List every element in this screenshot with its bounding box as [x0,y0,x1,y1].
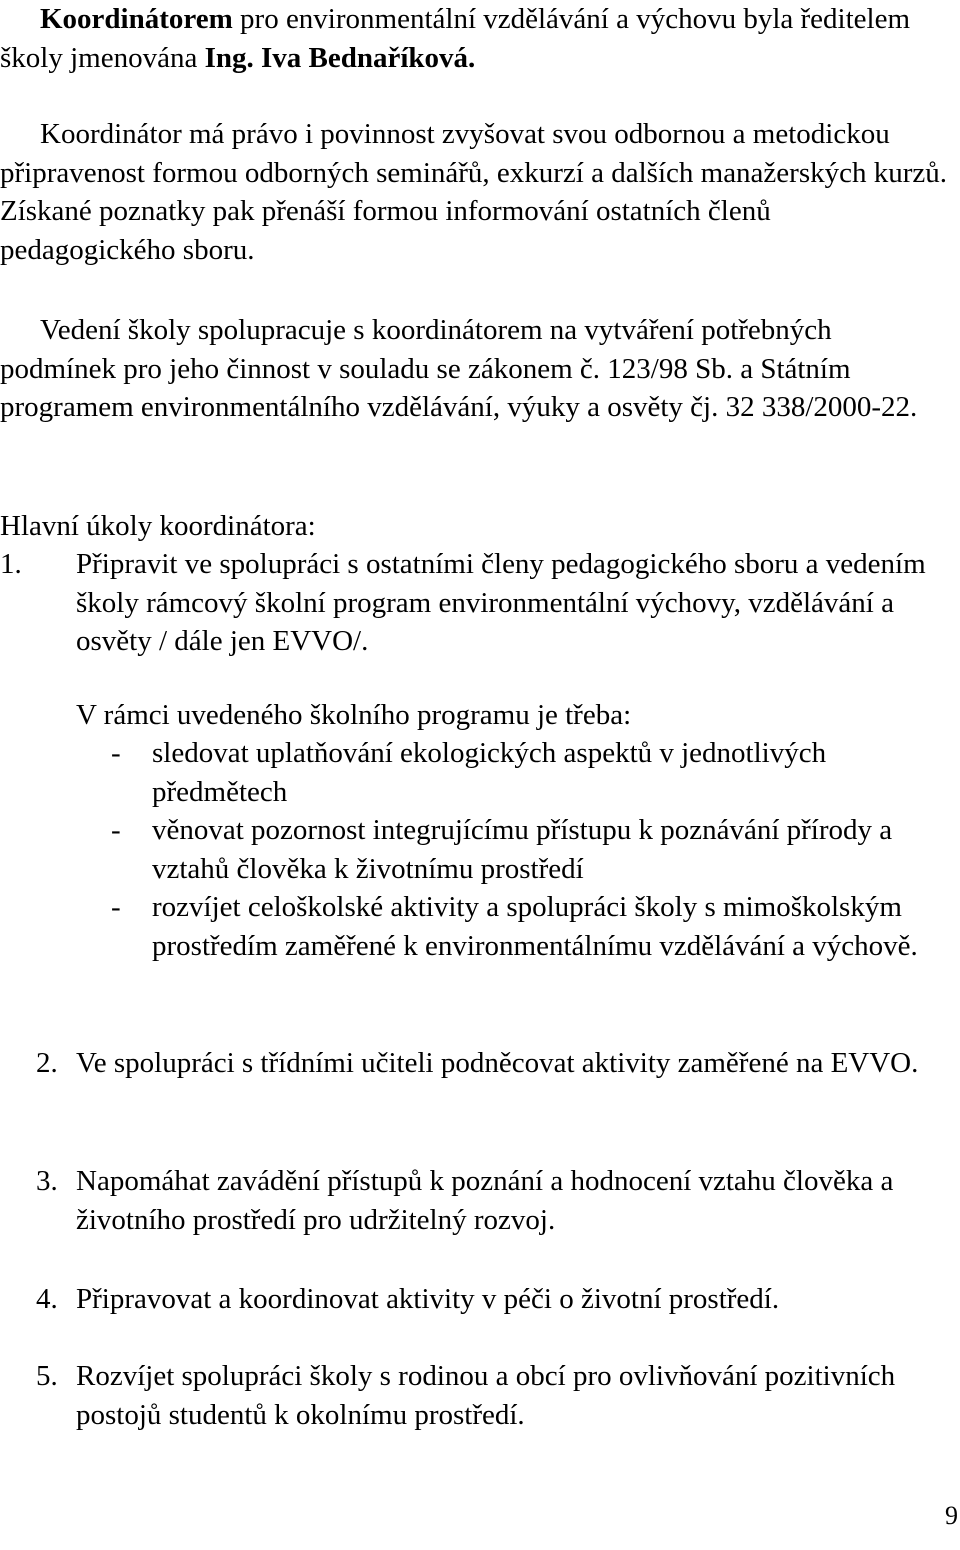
task-text: Připravit ve spolupráci s ostatními členy pedagogického sboru a vedením školy rámcový školní program environmentální výchovy, vzdělávání a osvěty / dále jen EVVO/. [76,548,926,657]
management-paragraph: Vedení školy spolupracuje s koordinátorem na vytváření potřebných podmínek pro jeho činnost v souladu se zákonem č. 123/98 Sb. a Státním programem environmentálního vzdělávání, výuky a osvěty čj. 32 338/2000-22. [0,314,918,423]
list-item-text: věnovat pozornost integrujícímu přístupu k poznávání přírody a vztahů člověka k životnímu prostředí [152,814,893,885]
page-number: 9 [945,1501,958,1530]
task-item-2 [0,1044,955,1083]
coordinator-name: Ing. Iva Bednaříková. [204,41,476,74]
task-item-4 [0,1280,955,1319]
qualification-paragraph: Koordinátor má právo i povinnost zvyšovat svou odbornou a metodickou připravenost formou odborných seminářů, exkurzí a dalších manažerských kurzů. Získané poznatky pak přenáší formou informování ostatních členů pedagogického sboru. [0,118,948,266]
program-list [0,734,955,965]
coordinator-paragraph [0,0,950,77]
coordinator-text: pro environmentální vzdělávání a výchovu byla ředitelem školy jmenována [0,3,911,74]
list-item-text: sledovat uplatňování ekologických aspektů v jednotlivých předmětech [152,737,827,808]
task-number: 5. [36,1360,58,1392]
task-item-1 [0,545,955,661]
task-text: Rozvíjet spolupráci školy s rodinou a obcí pro ovlivňování pozitivních postojů studentů k okolnímu prostředí. [76,1360,896,1431]
program-intro: V rámci uvedeného školního programu je třeba: [76,699,632,731]
dash-marker: - [111,737,121,769]
task-number: 2. [36,1047,58,1079]
list-item [0,888,955,965]
task-text: Napomáhat zavádění přístupů k poznání a hodnocení vztahu člověka a životního prostředí pro udržitelný rozvoj. [76,1165,894,1236]
task-number: 4. [36,1283,58,1315]
list-item [0,811,955,888]
task-text: Připravovat a koordinovat aktivity v péči o životní prostředí. [76,1283,780,1315]
dash-marker: - [111,891,121,923]
task-number: 1. [0,548,22,580]
dash-marker: - [111,814,121,846]
task-text: Ve spolupráci s třídními učiteli podněcovat aktivity zaměřené na EVVO. [76,1047,919,1079]
tasks-heading: Hlavní úkoly koordinátora: [0,510,316,542]
list-item [0,734,955,811]
task-item-3 [0,1162,955,1239]
task-item-5 [0,1357,955,1434]
list-item-text: rozvíjet celoškolské aktivity a spolupráci školy s mimoškolským prostředím zaměřené k environmentálnímu vzdělávání a výchově. [152,891,918,962]
task-number: 3. [36,1165,58,1197]
coordinator-label: Koordinátorem [40,3,233,35]
